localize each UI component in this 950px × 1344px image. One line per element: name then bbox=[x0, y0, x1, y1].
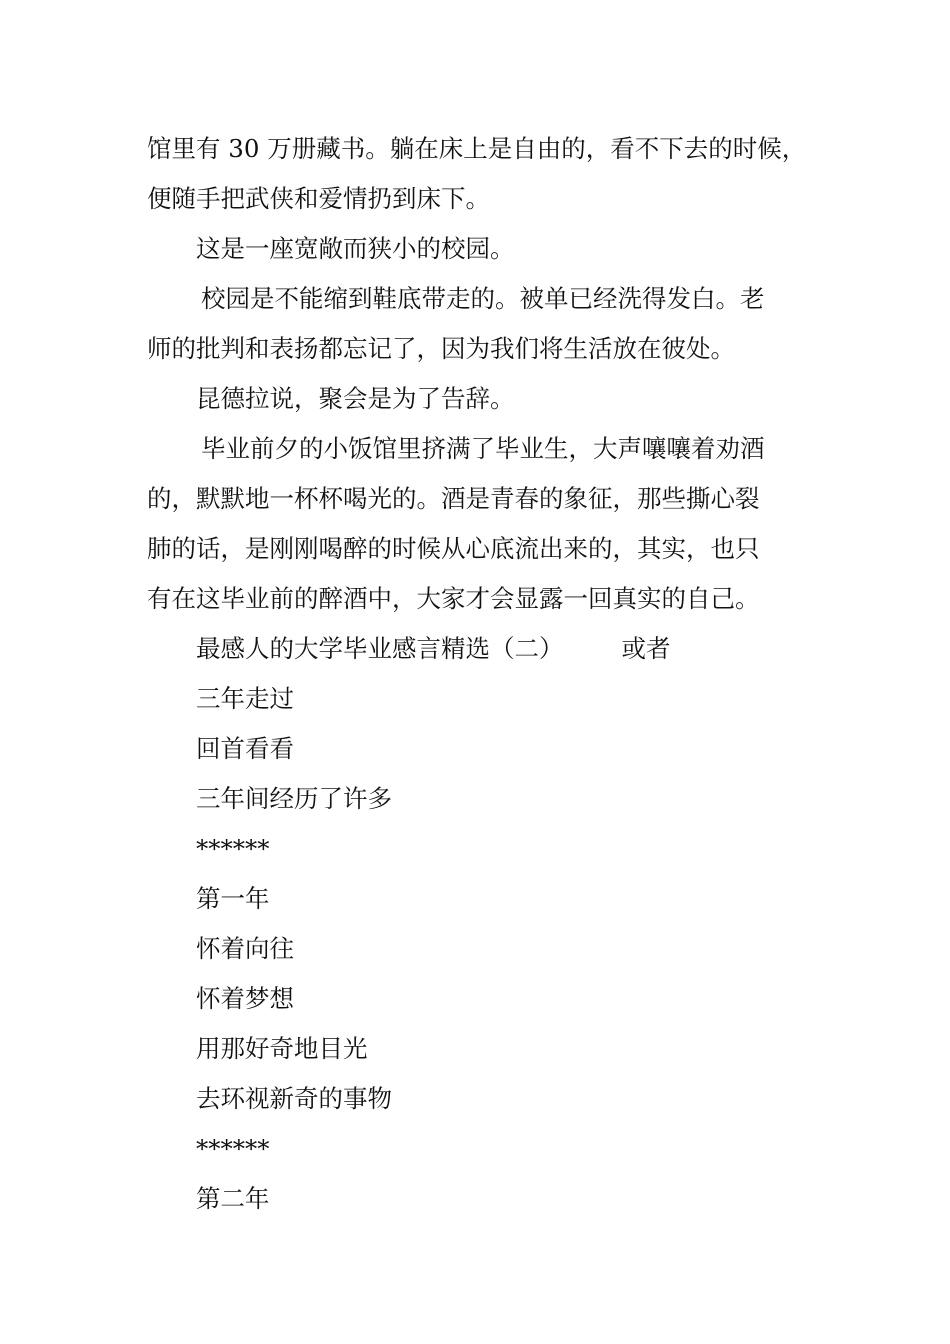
poem-line: 第二年 bbox=[196, 1184, 270, 1213]
section-heading: 最感人的大学毕业感言精选（二） bbox=[196, 634, 564, 663]
document-body bbox=[147, 124, 807, 1224]
paragraph-line: 校园是不能缩到鞋底带走的。被单已经洗得发白。老 bbox=[201, 284, 765, 313]
poem-line: 怀着梦想 bbox=[196, 984, 294, 1013]
poem-line: 回首看看 bbox=[196, 734, 294, 763]
paragraph-line: 师的批判和表扬都忘记了，因为我们将生活放在彼处。 bbox=[147, 334, 735, 363]
paragraph-line: 昆德拉说，聚会是为了告辞。 bbox=[196, 384, 515, 413]
poem-line: 用那好奇地目光 bbox=[196, 1034, 368, 1063]
poem-separator: ****** bbox=[196, 1134, 270, 1163]
paragraph-line: 便随手把武侠和爱情扔到床下。 bbox=[147, 184, 490, 213]
paragraph-line: 肺的话，是刚刚喝醉的时候从心底流出来的，其实，也只 bbox=[147, 534, 760, 563]
poem-line: 第一年 bbox=[196, 884, 270, 913]
paragraph-line: 的，默默地一杯杯喝光的。酒是青春的象征，那些撕心裂 bbox=[147, 484, 760, 513]
poem-line: 三年间经历了许多 bbox=[196, 784, 392, 813]
paragraph-line: 这是一座宽敞而狭小的校园。 bbox=[196, 234, 515, 263]
paragraph-line: 毕业前夕的小饭馆里挤满了毕业生，大声嚷嚷着劝酒 bbox=[201, 434, 765, 463]
poem-separator: ****** bbox=[196, 834, 270, 863]
section-heading-suffix: 或者 bbox=[621, 634, 671, 663]
poem-line: 去环视新奇的事物 bbox=[196, 1084, 392, 1113]
poem-line: 怀着向往 bbox=[196, 934, 294, 963]
poem-line: 三年走过 bbox=[196, 684, 294, 713]
paragraph-line: 有在这毕业前的醉酒中，大家才会显露一回真实的自己。 bbox=[147, 584, 760, 613]
section-heading-line bbox=[147, 624, 807, 674]
paragraph-line: 馆里有 30 万册藏书。躺在床上是自由的，看不下去的时候， bbox=[147, 134, 807, 163]
